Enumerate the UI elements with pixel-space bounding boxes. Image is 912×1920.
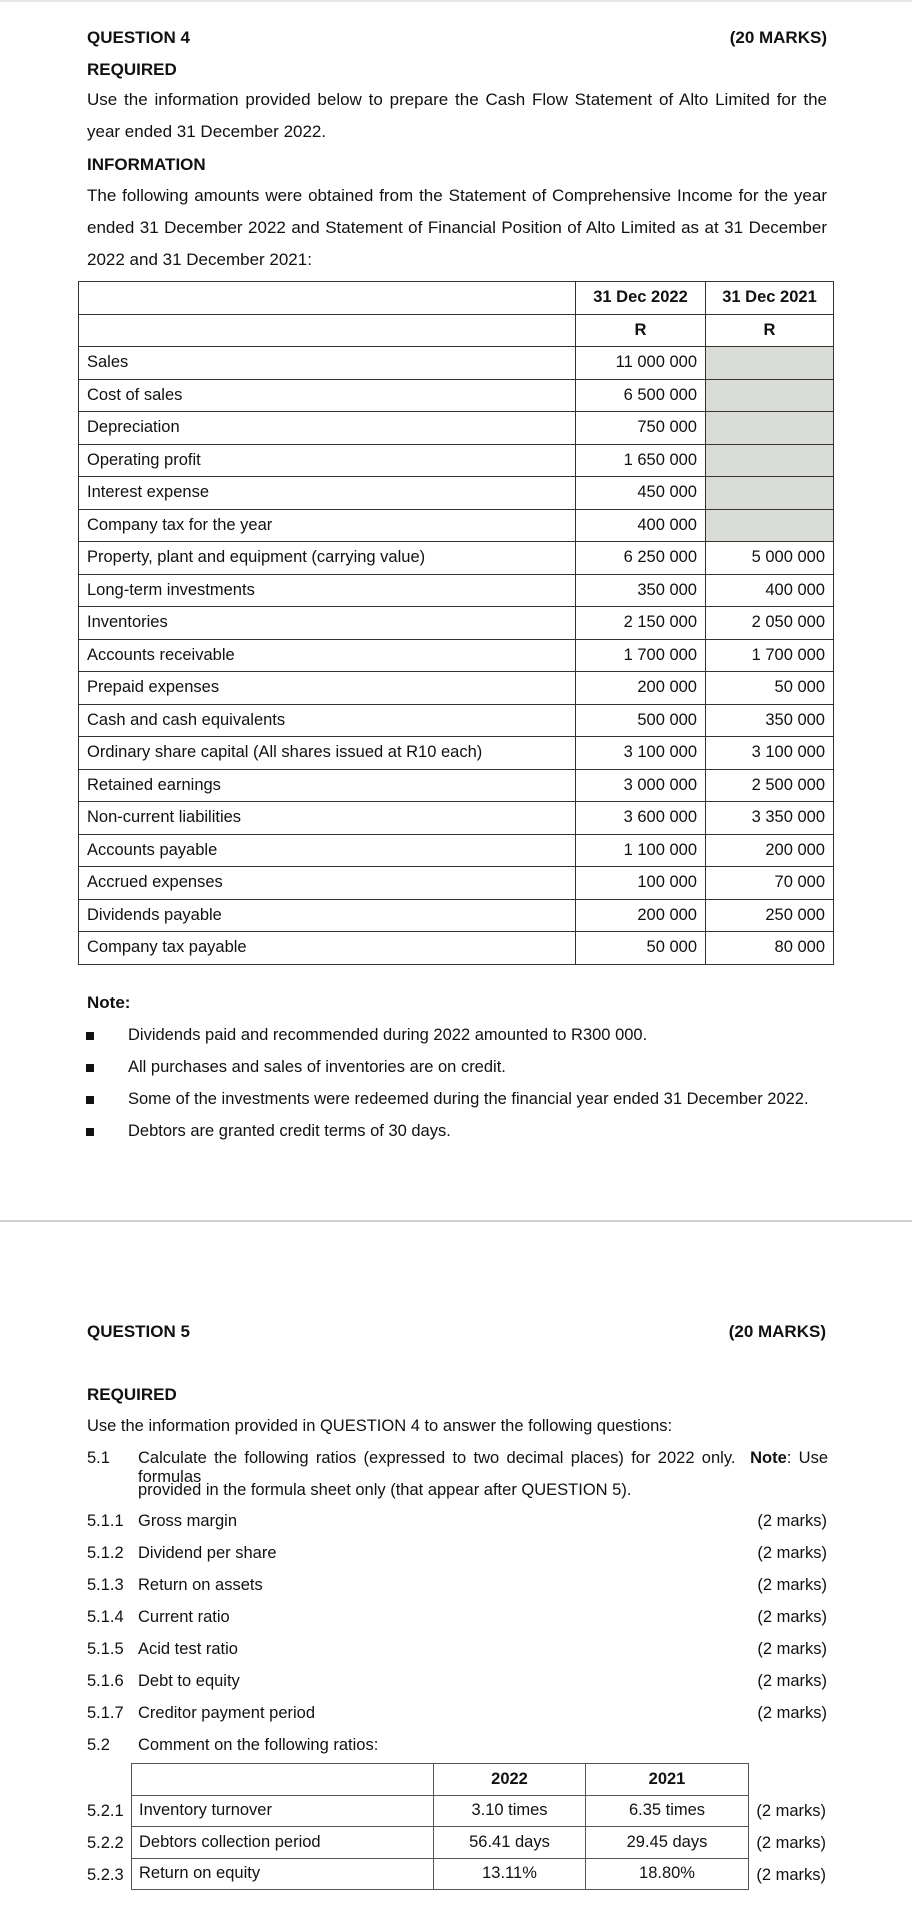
row-value-2021: 3 100 000 [706, 737, 834, 770]
ratio-marks: (2 marks) [757, 1672, 827, 1690]
table-row [79, 899, 834, 932]
row-value-2022: 50 000 [576, 932, 706, 965]
row-value-2022: 500 000 [576, 704, 706, 737]
note-heading: Note: [87, 993, 131, 1012]
table-row [79, 867, 834, 900]
row-value-2021: 2 500 000 [706, 769, 834, 802]
ratio-marks: (2 marks) [757, 1512, 827, 1530]
comment-value-2021: 6.35 times [586, 1795, 749, 1827]
row-value-2021: 50 000 [706, 672, 834, 705]
q51-text-a: Calculate the following ratios (expressed to two decimal places) for 2022 only. [138, 1449, 736, 1467]
table-row [79, 932, 834, 965]
row-value-2022: 1 700 000 [576, 639, 706, 672]
ratio-label: Gross margin [138, 1512, 238, 1530]
row-label: Cost of sales [79, 379, 576, 412]
ratio-number: 5.1.2 [87, 1544, 124, 1562]
comment-header-2021: 2021 [586, 1764, 749, 1796]
row-label: Sales [79, 347, 576, 380]
row-value-2022: 6 500 000 [576, 379, 706, 412]
row-label: Company tax for the year [79, 509, 576, 542]
comment-marks: (2 marks) [756, 1802, 826, 1820]
row-value-2021 [706, 509, 834, 542]
top-border [0, 0, 912, 2]
q52-text: Comment on the following ratios: [138, 1736, 379, 1754]
table-row [79, 607, 834, 640]
row-label: Accrued expenses [79, 867, 576, 900]
table-row [79, 412, 834, 445]
row-value-2022: 2 150 000 [576, 607, 706, 640]
row-value-2021 [706, 412, 834, 445]
note-item: Debtors are granted credit terms of 30 days. [128, 1122, 451, 1140]
comment-label: Debtors collection period [132, 1827, 434, 1859]
comment-row [132, 1858, 749, 1890]
note-item: Some of the investments were redeemed during the financial year ended 31 December 2022. [128, 1090, 809, 1108]
comment-header-blank [132, 1764, 434, 1796]
q4-information-heading: INFORMATION [87, 155, 206, 174]
q51-note-label: Note [750, 1449, 787, 1467]
q5-marks: (20 MARKS) [728, 1322, 826, 1341]
ratio-marks: (2 marks) [757, 1544, 827, 1562]
ratio-number: 5.1.1 [87, 1512, 124, 1530]
table-row [79, 379, 834, 412]
ratio-item [87, 1544, 827, 1574]
table-row [79, 834, 834, 867]
row-value-2021: 250 000 [706, 899, 834, 932]
comment-number: 5.2.3 [87, 1866, 124, 1884]
q5-title: QUESTION 5 [87, 1322, 190, 1341]
table-row [79, 574, 834, 607]
comment-row [132, 1795, 749, 1827]
comment-value-2021: 18.80% [586, 1858, 749, 1890]
row-value-2022: 3 600 000 [576, 802, 706, 835]
q5-intro: Use the information provided in QUESTION 4 to answer the following questions: [87, 1417, 673, 1435]
ratio-item [87, 1704, 827, 1734]
row-label: Accounts receivable [79, 639, 576, 672]
row-value-2021: 2 050 000 [706, 607, 834, 640]
ratio-label: Debt to equity [138, 1672, 240, 1690]
q51-number: 5.1 [87, 1449, 110, 1467]
currency-2022: R [576, 314, 706, 347]
comment-row [132, 1827, 749, 1859]
row-label: Cash and cash equivalents [79, 704, 576, 737]
ratio-item [87, 1576, 827, 1606]
bullet-icon [86, 1064, 94, 1072]
ratio-marks: (2 marks) [757, 1704, 827, 1722]
row-value-2021: 200 000 [706, 834, 834, 867]
q51-text-b: : Use formulas [138, 1449, 829, 1486]
row-value-2021: 1 700 000 [706, 639, 834, 672]
comment-label: Return on equity [132, 1858, 434, 1890]
comment-value-2022: 3.10 times [434, 1795, 586, 1827]
financial-table [78, 281, 834, 965]
table-row [79, 477, 834, 510]
comment-number: 5.2.2 [87, 1834, 124, 1852]
row-value-2021: 350 000 [706, 704, 834, 737]
note-item: Dividends paid and recommended during 2022 amounted to R300 000. [128, 1026, 648, 1044]
table-row [79, 672, 834, 705]
row-value-2022: 350 000 [576, 574, 706, 607]
q4-marks: (20 MARKS) [729, 28, 827, 47]
ratio-number: 5.1.6 [87, 1672, 124, 1690]
row-label: Property, plant and equipment (carrying value) [79, 542, 576, 575]
comment-label: Inventory turnover [132, 1795, 434, 1827]
table-row [79, 639, 834, 672]
row-value-2021 [706, 347, 834, 380]
table-header-row [79, 282, 834, 315]
bullet-icon [86, 1032, 94, 1040]
currency-2021: R [706, 314, 834, 347]
row-label: Accounts payable [79, 834, 576, 867]
ratio-label: Dividend per share [138, 1544, 277, 1562]
comment-value-2022: 13.11% [434, 1858, 586, 1890]
ratio-label: Current ratio [138, 1608, 230, 1626]
table-row [79, 769, 834, 802]
ratio-item [87, 1672, 827, 1702]
table-row [79, 347, 834, 380]
row-value-2022: 1 650 000 [576, 444, 706, 477]
row-value-2021: 80 000 [706, 932, 834, 965]
row-value-2022: 3 000 000 [576, 769, 706, 802]
ratio-marks: (2 marks) [757, 1640, 827, 1658]
header-2021: 31 Dec 2021 [706, 282, 834, 315]
row-value-2022: 1 100 000 [576, 834, 706, 867]
ratio-number: 5.1.4 [87, 1608, 124, 1626]
comment-header-row [132, 1764, 749, 1796]
table-row [79, 704, 834, 737]
row-label: Dividends payable [79, 899, 576, 932]
row-value-2022: 3 100 000 [576, 737, 706, 770]
comment-header-2022: 2022 [434, 1764, 586, 1796]
row-value-2021: 70 000 [706, 867, 834, 900]
header-2022: 31 Dec 2022 [576, 282, 706, 315]
row-value-2022: 750 000 [576, 412, 706, 445]
comment-marks: (2 marks) [756, 1866, 826, 1884]
table-row [79, 542, 834, 575]
comment-value-2022: 56.41 days [434, 1827, 586, 1859]
q5-required-heading: REQUIRED [87, 1385, 177, 1404]
ratio-label: Return on assets [138, 1576, 263, 1594]
row-value-2022: 200 000 [576, 672, 706, 705]
row-label: Long-term investments [79, 574, 576, 607]
row-value-2021: 400 000 [706, 574, 834, 607]
ratio-marks: (2 marks) [757, 1576, 827, 1594]
table-currency-row [79, 314, 834, 347]
ratio-marks: (2 marks) [757, 1608, 827, 1626]
row-label: Interest expense [79, 477, 576, 510]
row-label: Retained earnings [79, 769, 576, 802]
row-label: Ordinary share capital (All shares issued at R10 each) [79, 737, 576, 770]
comment-number: 5.2.1 [87, 1802, 124, 1820]
q51-line2: provided in the formula sheet only (that appear after QUESTION 5). [138, 1481, 632, 1499]
row-value-2022: 11 000 000 [576, 347, 706, 380]
page-divider [0, 1220, 912, 1222]
comment-marks: (2 marks) [756, 1834, 826, 1852]
row-value-2022: 6 250 000 [576, 542, 706, 575]
row-label: Non-current liabilities [79, 802, 576, 835]
ratio-label: Creditor payment period [138, 1704, 316, 1722]
ratio-item [87, 1608, 827, 1638]
row-value-2021 [706, 477, 834, 510]
row-value-2022: 100 000 [576, 867, 706, 900]
header-blank-cell [79, 282, 576, 315]
row-label: Prepaid expenses [79, 672, 576, 705]
row-label: Company tax payable [79, 932, 576, 965]
row-value-2021 [706, 379, 834, 412]
row-value-2022: 450 000 [576, 477, 706, 510]
row-value-2021 [706, 444, 834, 477]
table-row [79, 737, 834, 770]
q4-information-text: The following amounts were obtained from the Statement of Comprehensive Income for the year ended 31 December 2022 and Statement of Financial Position of Alto Limited as at 31 December 2022 and 31 December 2021: [87, 186, 827, 269]
note-item: All purchases and sales of inventories are on credit. [128, 1058, 506, 1076]
q4-required-text: Use the information provided below to prepare the Cash Flow Statement of Alto Limited for the year ended 31 December 2022. [87, 90, 827, 141]
row-value-2021: 5 000 000 [706, 542, 834, 575]
bullet-icon [86, 1096, 94, 1104]
bullet-icon [86, 1128, 94, 1136]
row-value-2022: 200 000 [576, 899, 706, 932]
table-row [79, 444, 834, 477]
q4-required-heading: REQUIRED [87, 60, 177, 79]
ratio-label: Acid test ratio [138, 1640, 238, 1658]
row-value-2021: 3 350 000 [706, 802, 834, 835]
ratio-item [87, 1640, 827, 1670]
q52-number: 5.2 [87, 1736, 110, 1754]
table-row [79, 509, 834, 542]
table-row [79, 802, 834, 835]
row-value-2022: 400 000 [576, 509, 706, 542]
row-label: Operating profit [79, 444, 576, 477]
ratio-item [87, 1512, 827, 1542]
row-label: Inventories [79, 607, 576, 640]
ratio-number: 5.1.5 [87, 1640, 124, 1658]
row-label: Depreciation [79, 412, 576, 445]
q4-title: QUESTION 4 [87, 28, 190, 47]
ratio-number: 5.1.3 [87, 1576, 124, 1594]
comment-table [131, 1763, 749, 1890]
currency-blank-cell [79, 314, 576, 347]
ratio-number: 5.1.7 [87, 1704, 124, 1722]
comment-value-2021: 29.45 days [586, 1827, 749, 1859]
